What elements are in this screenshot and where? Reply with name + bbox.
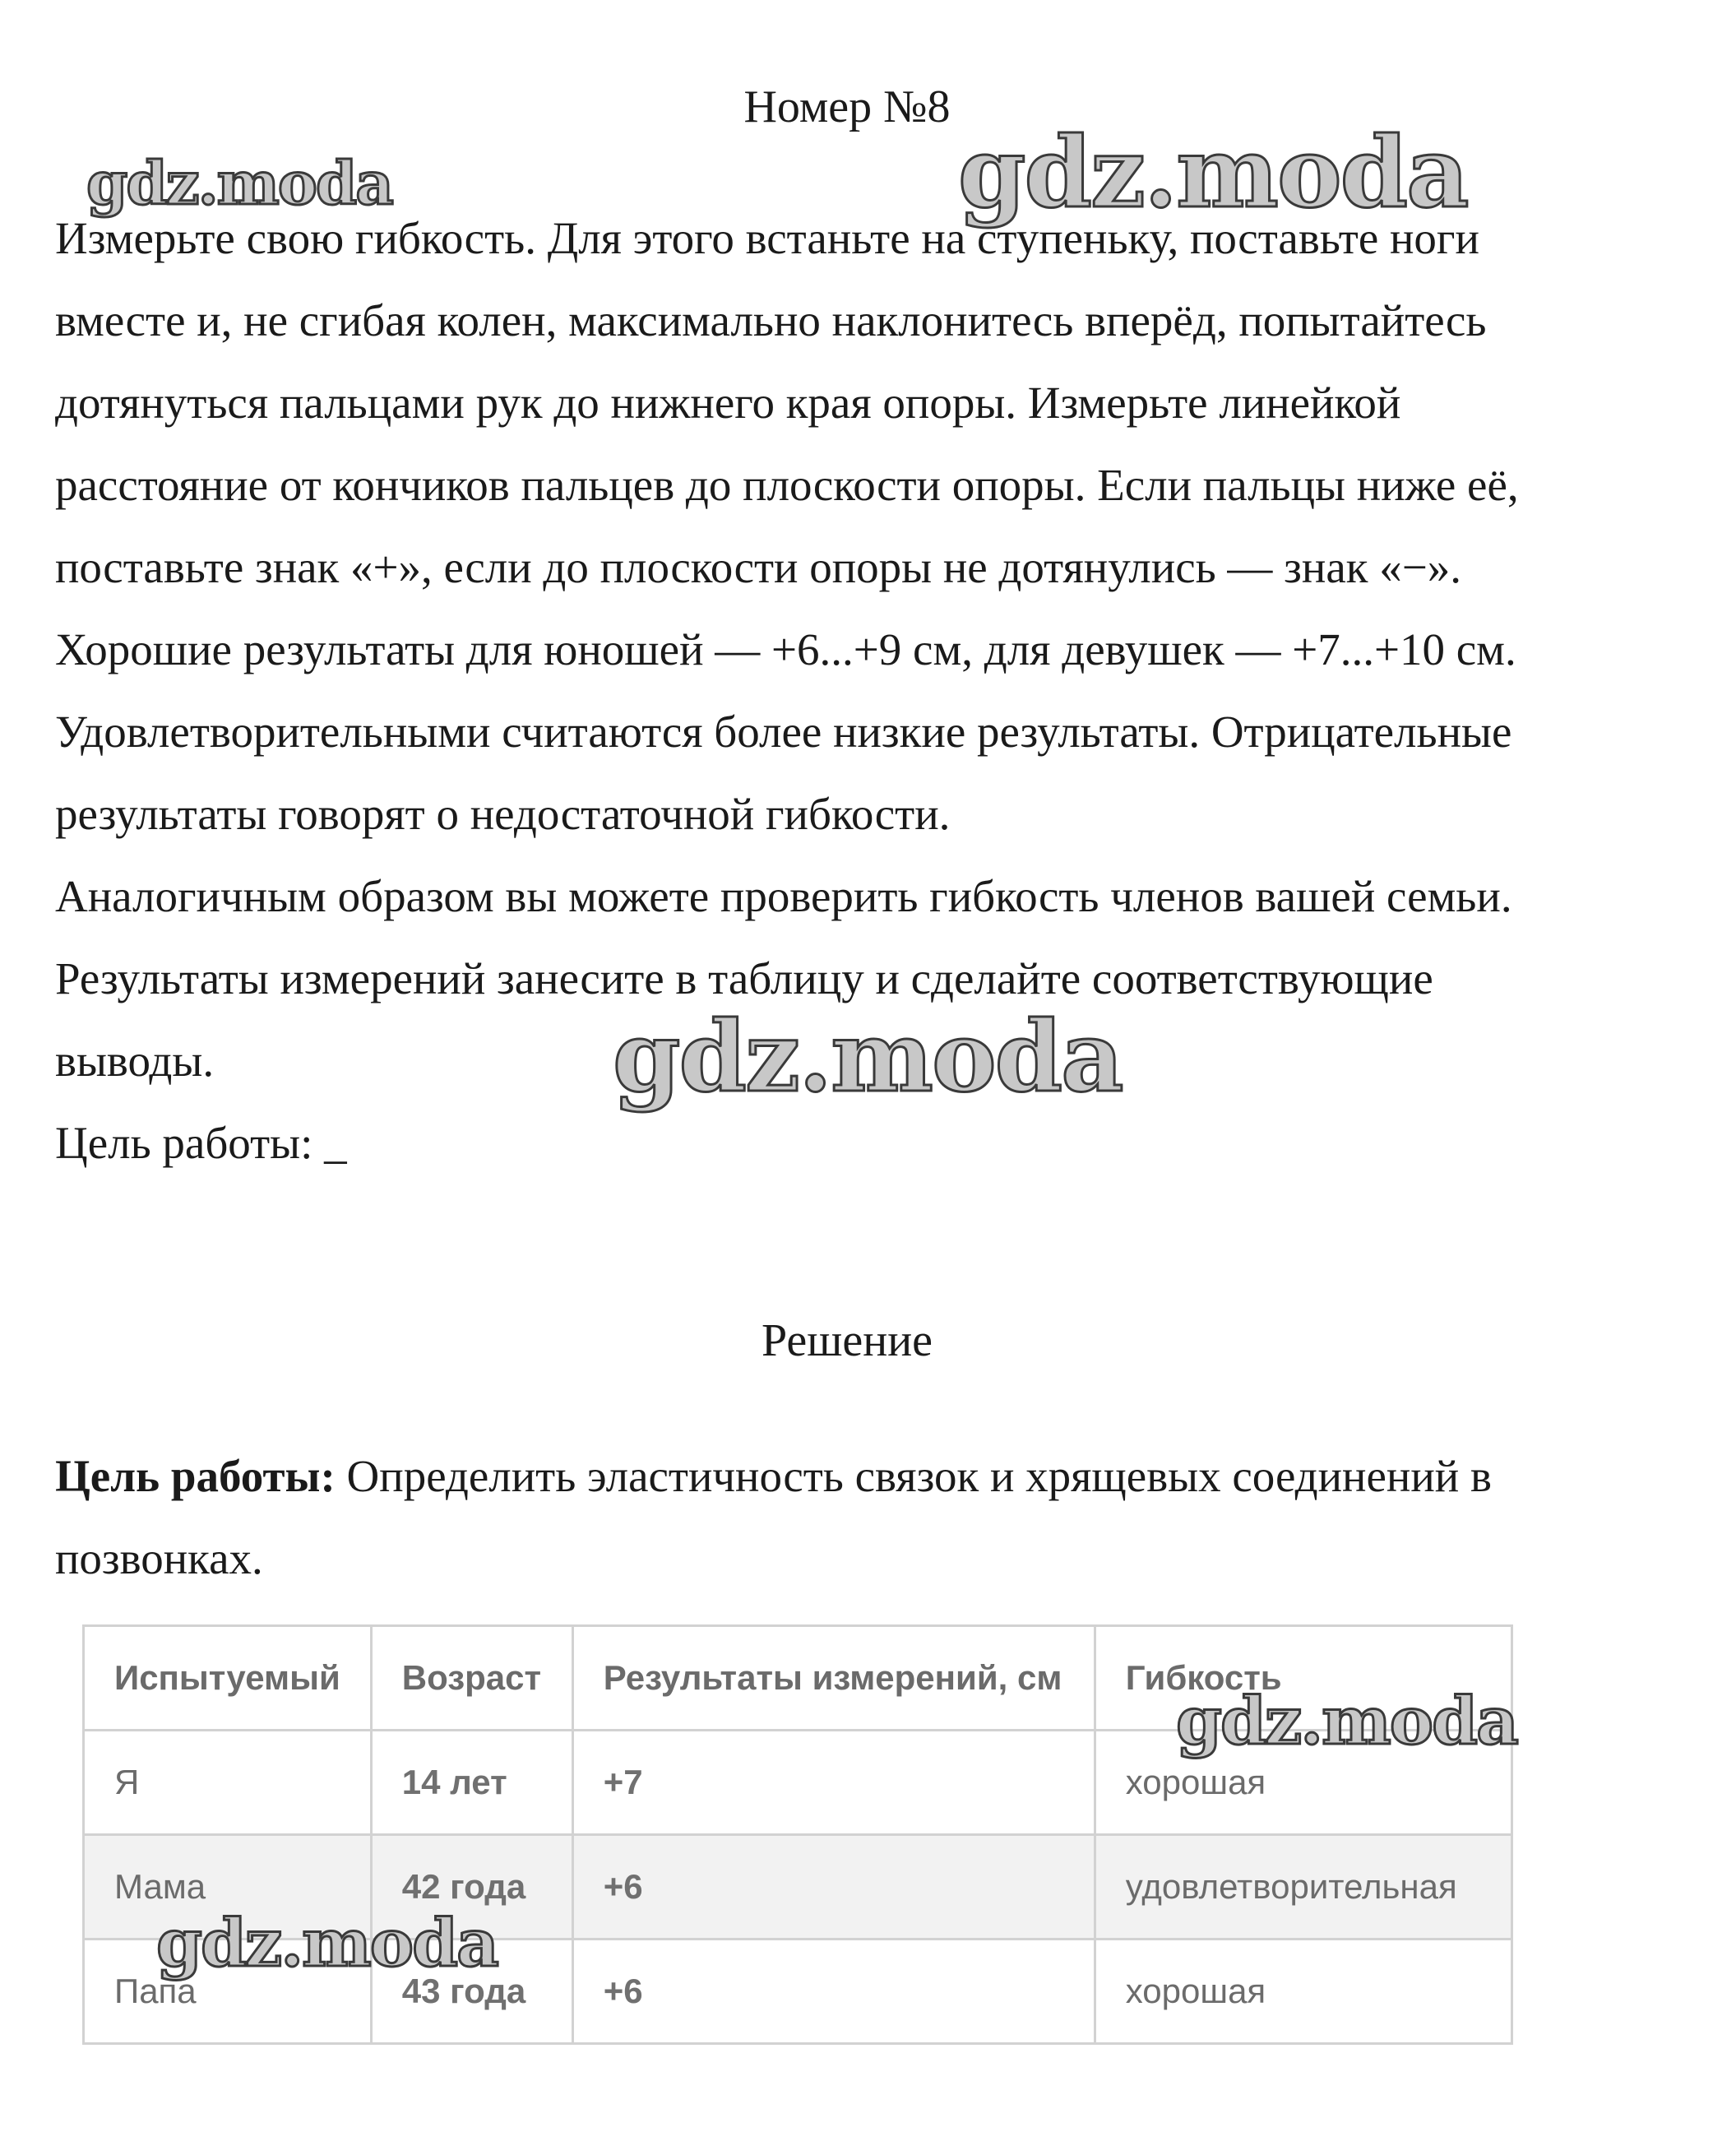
table-header-row <box>84 1626 1512 1731</box>
task-line: результаты говорят о недостаточной гибкости. <box>55 789 951 839</box>
cell-flexibility: хорошая <box>1095 1731 1511 1835</box>
cell-age: 43 года <box>371 1940 572 2044</box>
cell-result: +7 <box>572 1731 1095 1835</box>
task-line: расстояние от кончиков пальцев до плоскости опоры. Если пальцы ниже её, <box>55 460 1519 510</box>
goal-text: Определить эластичность связок и хрящевых соединений в позвонках. <box>55 1451 1492 1583</box>
watermark: gdz.moda <box>156 1904 498 1981</box>
cell-age: 14 лет <box>371 1731 572 1835</box>
task-line: Удовлетворительными считаются более низкие результаты. Отрицательные <box>55 707 1512 757</box>
task-line: поставьте знак «+», если до плоскости опоры не дотянулись — знак «−». <box>55 542 1461 592</box>
cell-subject: Папа <box>84 1940 372 2044</box>
task-line: Измерьте свою гибкость. Для этого встаньте на ступеньку, поставьте ноги <box>55 213 1479 263</box>
task-text <box>55 197 1667 1184</box>
header-flexibility: Гибкость <box>1095 1626 1511 1731</box>
cell-age: 42 года <box>371 1835 572 1940</box>
watermark: gdz.moda <box>613 999 1123 1114</box>
cell-subject: Мама <box>84 1835 372 1940</box>
task-line: выводы. <box>55 1036 215 1086</box>
cell-subject: Я <box>84 1731 372 1835</box>
goal-paragraph <box>55 1435 1667 1600</box>
solution-title: Решение <box>761 1315 933 1366</box>
goal-label: Цель работы: <box>55 1451 336 1501</box>
cell-flexibility: хорошая <box>1095 1940 1511 2044</box>
cell-result: +6 <box>572 1835 1095 1940</box>
cell-result: +6 <box>572 1940 1095 2044</box>
results-table <box>82 1624 1513 2045</box>
task-line: Цель работы: _ <box>55 1118 347 1168</box>
cell-flexibility: удовлетворительная <box>1095 1835 1511 1940</box>
watermark: gdz.moda <box>1176 1682 1517 1759</box>
task-line: дотянуться пальцами рук до нижнего края опоры. Измерьте линейкой <box>55 378 1401 428</box>
header-subject: Испытуемый <box>84 1626 372 1731</box>
table-row <box>84 1835 1512 1940</box>
table-row <box>84 1731 1512 1835</box>
page-title: Номер №8 <box>743 81 951 132</box>
solution-goal <box>55 1435 1667 1600</box>
task-line: Аналогичным образом вы можете проверить гибкость членов вашей семьи. <box>55 871 1512 921</box>
task-line: Результаты измерений занесите в таблицу и сделайте соответствующие <box>55 953 1433 1003</box>
watermark: gdz.moda <box>958 115 1468 229</box>
header-result: Результаты измерений, см <box>572 1626 1095 1731</box>
task-line: вместе и, не сгибая колен, максимально наклонитесь вперёд, попытайтесь <box>55 295 1487 345</box>
table-row <box>84 1940 1512 2044</box>
task-line: Хорошие результаты для юношей — +6...+9 см, для девушек — +7...+10 см. <box>55 624 1516 674</box>
watermark: gdz.moda <box>86 148 392 218</box>
header-age: Возраст <box>371 1626 572 1731</box>
